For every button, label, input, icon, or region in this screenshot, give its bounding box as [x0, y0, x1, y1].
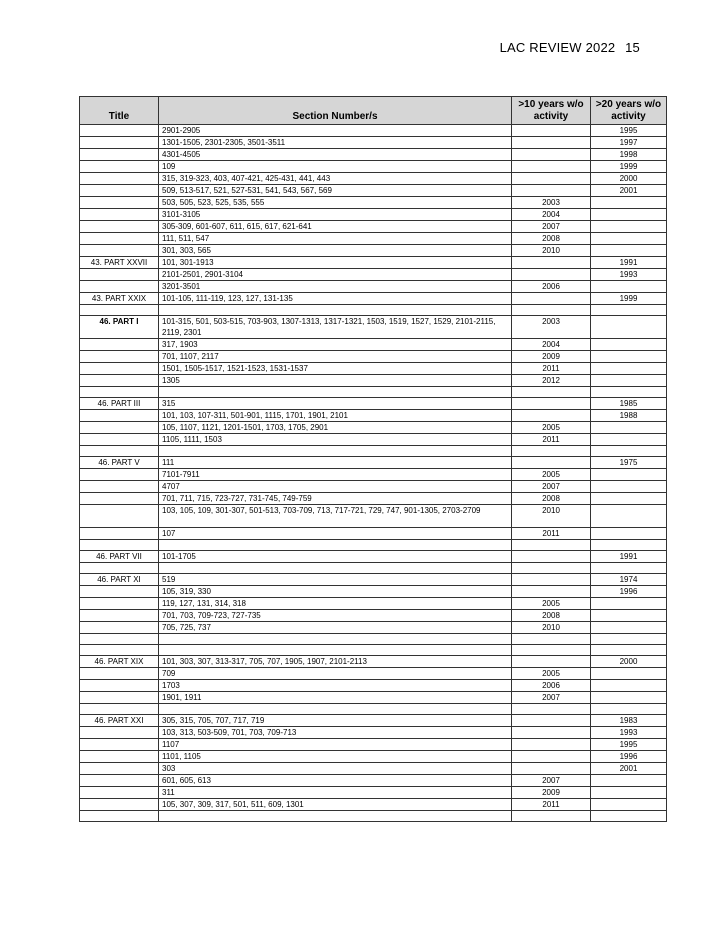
- sections-cell: 1703: [159, 680, 512, 692]
- over-10-years-cell: 2006: [512, 680, 591, 692]
- title-cell: [80, 446, 159, 457]
- title-cell: [80, 305, 159, 316]
- title-cell: [80, 634, 159, 645]
- title-cell: [80, 125, 159, 137]
- over-20-years-cell: 1985: [591, 398, 667, 410]
- sections-cell: 1105, 1111, 1503: [159, 434, 512, 446]
- blank-row: [80, 540, 667, 551]
- over-20-years-cell: 1999: [591, 161, 667, 173]
- over-20-years-cell: 1974: [591, 574, 667, 586]
- over-10-years-cell: [512, 645, 591, 656]
- title-cell: [80, 422, 159, 434]
- sections-cell: [159, 645, 512, 656]
- sections-cell: 709: [159, 668, 512, 680]
- table-row: [80, 209, 667, 221]
- sections-cell: 705, 725, 737: [159, 622, 512, 634]
- sections-cell: 1101, 1105: [159, 751, 512, 763]
- title-cell: [80, 645, 159, 656]
- title-cell: [80, 775, 159, 787]
- table-row: [80, 751, 667, 763]
- sections-cell: 101-1705: [159, 551, 512, 563]
- table-row: [80, 137, 667, 149]
- over-20-years-cell: [591, 634, 667, 645]
- table-row: [80, 339, 667, 351]
- over-20-years-cell: [591, 387, 667, 398]
- sections-cell: 519: [159, 574, 512, 586]
- over-20-years-cell: 2000: [591, 656, 667, 668]
- over-20-years-cell: [591, 245, 667, 257]
- page-header: [500, 40, 640, 55]
- over-10-years-cell: 2008: [512, 610, 591, 622]
- over-20-years-cell: [591, 316, 667, 339]
- over-10-years-cell: 2004: [512, 209, 591, 221]
- table-row: [80, 257, 667, 269]
- sections-cell: 701, 711, 715, 723-727, 731-745, 749-759: [159, 493, 512, 505]
- over-10-years-cell: 2007: [512, 692, 591, 704]
- over-20-years-cell: [591, 375, 667, 387]
- over-10-years-cell: 2005: [512, 598, 591, 610]
- title-cell: 46. PART XI: [80, 574, 159, 586]
- sections-cell: [159, 387, 512, 398]
- sections-cell: 1107: [159, 739, 512, 751]
- over-10-years-cell: 2007: [512, 481, 591, 493]
- table-row: [80, 668, 667, 680]
- table-row: [80, 185, 667, 197]
- sections-cell: 1305: [159, 375, 512, 387]
- over-20-years-cell: [591, 446, 667, 457]
- over-20-years-cell: [591, 221, 667, 233]
- table-row: [80, 269, 667, 281]
- over-20-years-cell: 1997: [591, 137, 667, 149]
- over-20-years-cell: [591, 434, 667, 446]
- table-row: [80, 221, 667, 233]
- title-cell: [80, 185, 159, 197]
- blank-row: [80, 305, 667, 316]
- sections-cell: [159, 446, 512, 457]
- over-10-years-cell: 2008: [512, 493, 591, 505]
- sections-cell: 305, 315, 705, 707, 717, 719: [159, 715, 512, 727]
- over-20-years-cell: [591, 339, 667, 351]
- table-row: [80, 586, 667, 598]
- title-cell: [80, 339, 159, 351]
- over-20-years-cell: [591, 680, 667, 692]
- title-cell: [80, 563, 159, 574]
- table-row: [80, 680, 667, 692]
- title-cell: [80, 363, 159, 375]
- over-10-years-cell: [512, 656, 591, 668]
- title-cell: [80, 680, 159, 692]
- over-10-years-cell: 2011: [512, 528, 591, 540]
- title-cell: [80, 493, 159, 505]
- table-row: [80, 434, 667, 446]
- over-20-years-cell: [591, 281, 667, 293]
- sections-cell: 701, 703, 709-723, 727-735: [159, 610, 512, 622]
- over-20-years-cell: [591, 668, 667, 680]
- title-cell: [80, 137, 159, 149]
- over-10-years-cell: 2012: [512, 375, 591, 387]
- sections-cell: 101, 103, 107-311, 501-901, 1115, 1701, 1901, 2101: [159, 410, 512, 422]
- over-20-years-cell: [591, 233, 667, 245]
- title-cell: [80, 598, 159, 610]
- table-row: [80, 316, 667, 339]
- title-cell: [80, 692, 159, 704]
- table-row: [80, 622, 667, 634]
- over-20-years-cell: [591, 528, 667, 540]
- over-10-years-cell: [512, 257, 591, 269]
- over-10-years-cell: [512, 751, 591, 763]
- inactivity-table: [79, 96, 667, 822]
- table-row: [80, 125, 667, 137]
- sections-cell: 101, 303, 307, 313-317, 705, 707, 1905, 1907, 2101-2113: [159, 656, 512, 668]
- sections-cell: 103, 105, 109, 301-307, 501-513, 703-709, 713, 717-721, 729, 747, 901-1305, 2703-2709: [159, 505, 512, 528]
- title-cell: [80, 197, 159, 209]
- title-cell: [80, 811, 159, 822]
- title-cell: 46. PART XIX: [80, 656, 159, 668]
- sections-cell: 101, 301-1913: [159, 257, 512, 269]
- sections-cell: 109: [159, 161, 512, 173]
- title-cell: [80, 209, 159, 221]
- sections-cell: 4301-4505: [159, 149, 512, 161]
- over-20-years-cell: 1998: [591, 149, 667, 161]
- sections-cell: 1501, 1505-1517, 1521-1523, 1531-1537: [159, 363, 512, 375]
- over-20-years-cell: [591, 787, 667, 799]
- title-cell: [80, 727, 159, 739]
- title-cell: [80, 528, 159, 540]
- title-cell: [80, 245, 159, 257]
- blank-row: [80, 446, 667, 457]
- table-row: [80, 574, 667, 586]
- over-20-years-cell: [591, 563, 667, 574]
- over-20-years-cell: 2001: [591, 763, 667, 775]
- over-10-years-cell: [512, 457, 591, 469]
- over-20-years-cell: 1991: [591, 551, 667, 563]
- table-row: [80, 410, 667, 422]
- title-cell: [80, 668, 159, 680]
- over-20-years-cell: [591, 598, 667, 610]
- over-20-years-cell: [591, 645, 667, 656]
- over-20-years-cell: 1995: [591, 739, 667, 751]
- sections-cell: 3201-3501: [159, 281, 512, 293]
- sections-cell: 601, 605, 613: [159, 775, 512, 787]
- over-10-years-cell: [512, 149, 591, 161]
- title-cell: [80, 233, 159, 245]
- over-10-years-cell: 2011: [512, 434, 591, 446]
- over-20-years-cell: 1995: [591, 125, 667, 137]
- title-cell: [80, 269, 159, 281]
- over-20-years-cell: 1975: [591, 457, 667, 469]
- sections-cell: 503, 505, 523, 525, 535, 555: [159, 197, 512, 209]
- blank-row: [80, 563, 667, 574]
- table-row: [80, 173, 667, 185]
- sections-cell: 305-309, 601-607, 611, 615, 617, 621-641: [159, 221, 512, 233]
- over-10-years-cell: [512, 574, 591, 586]
- over-10-years-cell: [512, 293, 591, 305]
- title-cell: [80, 469, 159, 481]
- over-10-years-cell: 2007: [512, 775, 591, 787]
- over-10-years-cell: [512, 269, 591, 281]
- over-10-years-cell: [512, 704, 591, 715]
- over-10-years-cell: [512, 540, 591, 551]
- over-20-years-cell: [591, 622, 667, 634]
- title-cell: [80, 481, 159, 493]
- over-10-years-cell: [512, 410, 591, 422]
- over-10-years-cell: [512, 634, 591, 645]
- title-cell: [80, 221, 159, 233]
- sections-cell: 101-105, 111-119, 123, 127, 131-135: [159, 293, 512, 305]
- over-10-years-cell: [512, 739, 591, 751]
- over-20-years-cell: [591, 351, 667, 363]
- header-text: LAC REVIEW 2022: [499, 40, 616, 55]
- blank-row: [80, 704, 667, 715]
- sections-cell: 103, 313, 503-509, 701, 703, 709-713: [159, 727, 512, 739]
- table-row: [80, 799, 667, 811]
- sections-cell: 105, 307, 309, 317, 501, 511, 609, 1301: [159, 799, 512, 811]
- blank-row: [80, 634, 667, 645]
- over-20-years-cell: 1991: [591, 257, 667, 269]
- over-20-years-cell: [591, 799, 667, 811]
- over-20-years-cell: 1988: [591, 410, 667, 422]
- over-20-years-cell: [591, 775, 667, 787]
- over-10-years-cell: [512, 185, 591, 197]
- sections-cell: 317, 1903: [159, 339, 512, 351]
- table-row: [80, 457, 667, 469]
- table-row: [80, 469, 667, 481]
- title-cell: 43. PART XXVII: [80, 257, 159, 269]
- over-10-years-cell: [512, 551, 591, 563]
- title-cell: 46. PART V: [80, 457, 159, 469]
- table-row: [80, 481, 667, 493]
- table-row: [80, 161, 667, 173]
- table-row: [80, 775, 667, 787]
- title-cell: [80, 704, 159, 715]
- table-row: [80, 528, 667, 540]
- table-row: [80, 293, 667, 305]
- over-20-years-cell: [591, 692, 667, 704]
- blank-row: [80, 811, 667, 822]
- sections-cell: 509, 513-517, 521, 527-531, 541, 543, 567, 569: [159, 185, 512, 197]
- over-20-years-cell: [591, 610, 667, 622]
- over-10-years-cell: [512, 173, 591, 185]
- over-10-years-cell: 2005: [512, 668, 591, 680]
- title-cell: [80, 586, 159, 598]
- over-20-years-cell: [591, 811, 667, 822]
- over-20-years-cell: [591, 493, 667, 505]
- over-10-years-cell: [512, 125, 591, 137]
- blank-row: [80, 387, 667, 398]
- over-10-years-cell: 2006: [512, 281, 591, 293]
- title-cell: 46. PART I: [80, 316, 159, 339]
- over-10-years-cell: [512, 727, 591, 739]
- sections-cell: 2901-2905: [159, 125, 512, 137]
- title-cell: [80, 375, 159, 387]
- sections-cell: [159, 704, 512, 715]
- sections-cell: 303: [159, 763, 512, 775]
- title-cell: [80, 540, 159, 551]
- sections-cell: 105, 1107, 1121, 1201-1501, 1703, 1705, 2901: [159, 422, 512, 434]
- table-row: [80, 727, 667, 739]
- table-row: [80, 787, 667, 799]
- over-10-years-cell: 2007: [512, 221, 591, 233]
- over-10-years-cell: 2009: [512, 351, 591, 363]
- sections-cell: 3101-3105: [159, 209, 512, 221]
- table-header-row: [80, 97, 667, 125]
- over-10-years-cell: 2003: [512, 316, 591, 339]
- over-10-years-cell: [512, 763, 591, 775]
- over-20-years-cell: [591, 469, 667, 481]
- over-10-years-cell: [512, 305, 591, 316]
- over-20-years-cell: [591, 363, 667, 375]
- over-20-years-cell: 1993: [591, 727, 667, 739]
- table-row: [80, 351, 667, 363]
- table-row: [80, 245, 667, 257]
- title-cell: [80, 173, 159, 185]
- over-10-years-cell: 2003: [512, 197, 591, 209]
- sections-cell: 1301-1505, 2301-2305, 3501-3511: [159, 137, 512, 149]
- sections-cell: 105, 319, 330: [159, 586, 512, 598]
- title-cell: [80, 281, 159, 293]
- title-cell: [80, 161, 159, 173]
- sections-cell: 1901, 1911: [159, 692, 512, 704]
- sections-cell: 301, 303, 565: [159, 245, 512, 257]
- title-cell: [80, 751, 159, 763]
- title-cell: [80, 610, 159, 622]
- page-number: 15: [625, 40, 640, 55]
- title-cell: [80, 799, 159, 811]
- title-cell: [80, 739, 159, 751]
- title-cell: [80, 387, 159, 398]
- title-cell: [80, 434, 159, 446]
- table-row: [80, 763, 667, 775]
- over-10-years-cell: [512, 563, 591, 574]
- blank-row: [80, 645, 667, 656]
- over-20-years-cell: 1996: [591, 586, 667, 598]
- over-10-years-cell: 2004: [512, 339, 591, 351]
- table-row: [80, 551, 667, 563]
- sections-cell: 119, 127, 131, 314, 318: [159, 598, 512, 610]
- sections-cell: 107: [159, 528, 512, 540]
- sections-cell: [159, 563, 512, 574]
- over-20-years-cell: 2000: [591, 173, 667, 185]
- table-row: [80, 610, 667, 622]
- over-10-years-cell: [512, 715, 591, 727]
- table-row: [80, 197, 667, 209]
- table-row: [80, 598, 667, 610]
- over-10-years-cell: [512, 137, 591, 149]
- over-20-years-cell: [591, 305, 667, 316]
- table-row: [80, 505, 667, 528]
- sections-cell: [159, 305, 512, 316]
- sections-cell: 2101-2501, 2901-3104: [159, 269, 512, 281]
- sections-cell: 111, 511, 547: [159, 233, 512, 245]
- table-row: [80, 493, 667, 505]
- title-cell: [80, 787, 159, 799]
- sections-cell: 7101-7911: [159, 469, 512, 481]
- over-10-years-cell: 2009: [512, 787, 591, 799]
- table-body: [80, 125, 667, 822]
- table-row: [80, 422, 667, 434]
- over-10-years-cell: [512, 387, 591, 398]
- table-row: [80, 715, 667, 727]
- title-cell: 43. PART XXIX: [80, 293, 159, 305]
- sections-cell: 4707: [159, 481, 512, 493]
- over-10-years-cell: 2008: [512, 233, 591, 245]
- over-20-years-cell: [591, 505, 667, 528]
- sections-cell: 701, 1107, 2117: [159, 351, 512, 363]
- over-10-years-cell: [512, 811, 591, 822]
- table-row: [80, 692, 667, 704]
- over-10-years-cell: [512, 398, 591, 410]
- table-row: [80, 375, 667, 387]
- table-row: [80, 398, 667, 410]
- over-20-years-cell: [591, 197, 667, 209]
- column-header-20-years: >20 years w/o activity: [591, 97, 667, 125]
- over-20-years-cell: 1996: [591, 751, 667, 763]
- over-10-years-cell: 2011: [512, 363, 591, 375]
- table-row: [80, 656, 667, 668]
- table-row: [80, 233, 667, 245]
- title-cell: [80, 622, 159, 634]
- column-header-10-years: >10 years w/o activity: [512, 97, 591, 125]
- over-20-years-cell: [591, 422, 667, 434]
- title-cell: [80, 505, 159, 528]
- sections-cell: 315, 319-323, 403, 407-421, 425-431, 441, 443: [159, 173, 512, 185]
- table-row: [80, 363, 667, 375]
- sections-cell: [159, 634, 512, 645]
- sections-cell: 311: [159, 787, 512, 799]
- over-10-years-cell: 2005: [512, 469, 591, 481]
- table-row: [80, 281, 667, 293]
- sections-cell: 315: [159, 398, 512, 410]
- column-header-title: Title: [80, 97, 159, 125]
- over-20-years-cell: [591, 481, 667, 493]
- over-10-years-cell: [512, 586, 591, 598]
- over-10-years-cell: 2010: [512, 622, 591, 634]
- over-10-years-cell: 2011: [512, 799, 591, 811]
- title-cell: [80, 410, 159, 422]
- over-20-years-cell: [591, 209, 667, 221]
- sections-cell: [159, 540, 512, 551]
- over-20-years-cell: 1993: [591, 269, 667, 281]
- title-cell: 46. PART VII: [80, 551, 159, 563]
- over-10-years-cell: 2005: [512, 422, 591, 434]
- sections-cell: 111: [159, 457, 512, 469]
- over-10-years-cell: 2010: [512, 505, 591, 528]
- table-row: [80, 149, 667, 161]
- title-cell: [80, 763, 159, 775]
- sections-cell: [159, 811, 512, 822]
- over-10-years-cell: 2010: [512, 245, 591, 257]
- over-20-years-cell: 2001: [591, 185, 667, 197]
- over-10-years-cell: [512, 161, 591, 173]
- over-20-years-cell: [591, 540, 667, 551]
- over-10-years-cell: [512, 446, 591, 457]
- over-20-years-cell: 1983: [591, 715, 667, 727]
- table-row: [80, 739, 667, 751]
- sections-cell: 101-315, 501, 503-515, 703-903, 1307-1313, 1317-1321, 1503, 1519, 1527, 1529, 2101-2115, 2119, 2301: [159, 316, 512, 339]
- over-20-years-cell: [591, 704, 667, 715]
- column-header-sections: Section Number/s: [159, 97, 512, 125]
- title-cell: 46. PART XXI: [80, 715, 159, 727]
- over-20-years-cell: 1999: [591, 293, 667, 305]
- title-cell: [80, 149, 159, 161]
- title-cell: 46. PART III: [80, 398, 159, 410]
- title-cell: [80, 351, 159, 363]
